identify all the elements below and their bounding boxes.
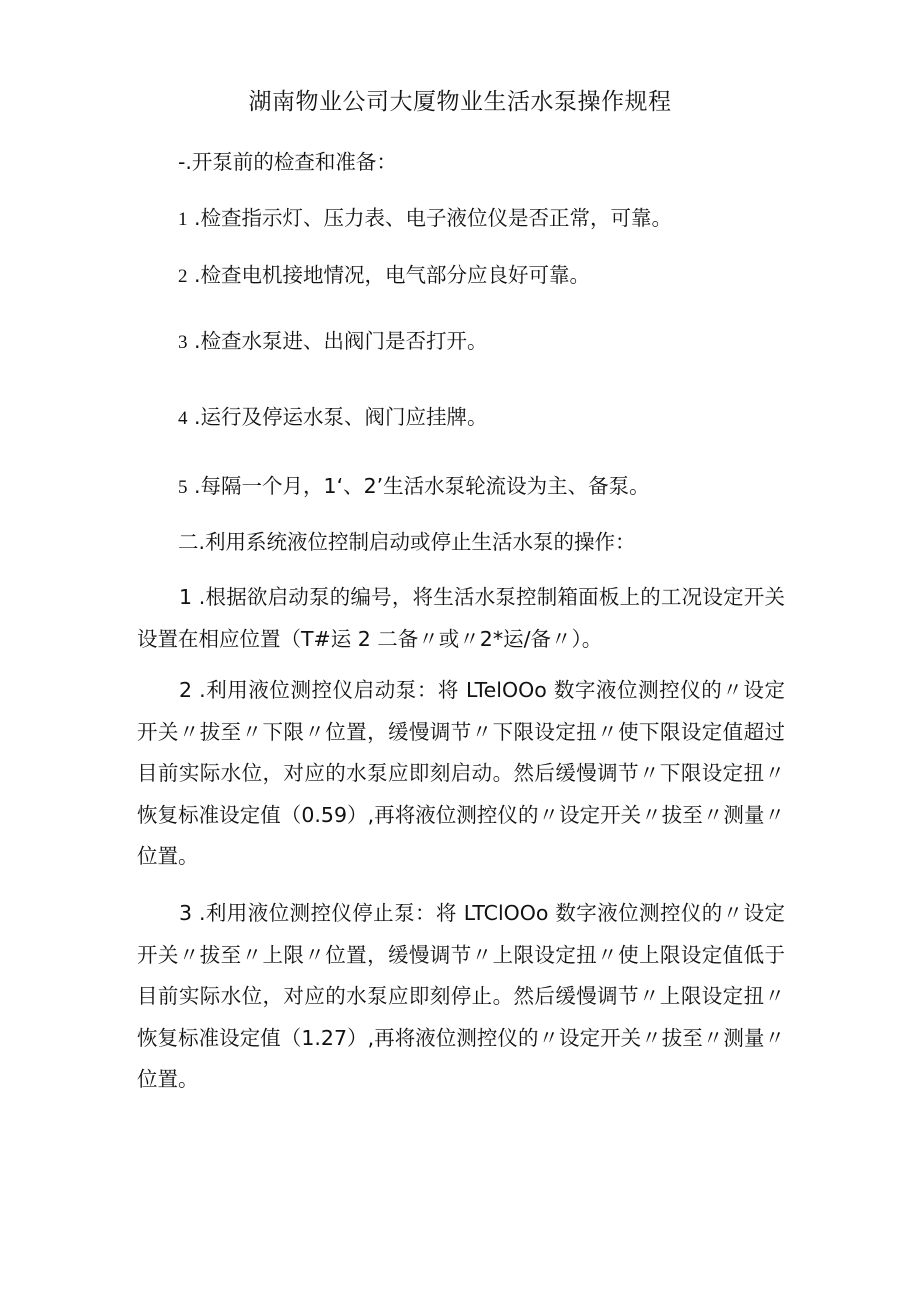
item-text: .检查水泵进、出阀门是否打开。 (194, 329, 488, 353)
checklist-item-2 (178, 259, 590, 293)
checklist-item-4 (178, 401, 488, 435)
item-number: 3 (178, 332, 188, 353)
item-text: .每隔一个月，1‘、2’生活水泵轮流设为主、备泵。 (194, 474, 650, 498)
item-text: .检查指示灯、压力表、电子液位仪是否正常，可靠。 (194, 206, 673, 230)
item-number: 5 (178, 477, 188, 498)
item-number: 1 (178, 209, 188, 230)
page-title: 湖南物业公司大厦物业生活水泵操作规程 (248, 89, 672, 115)
procedure-paragraph-2: 2 .利用液位测控仪启动泵：将 LTelOOo 数字液位测控仪的〃设定开关〃拔至〃下限〃位置，缓慢调节〃下限设定扭〃使下限设定值超过目前实际水位，对应的水泵应即刻启动。然后缓慢调节〃下限设定扭〃恢复标准设定值（0.59）,再将液位测控仪的〃设定开关〃拔至〃测量〃位置。 (137, 678, 785, 868)
item-number: 2 (178, 266, 188, 287)
section-2-heading: 二.利用系统液位控制启动或停止生活水泵的操作： (178, 530, 636, 554)
procedure-paragraph-3: 3 .利用液位测控仪停止泵：将 LTClOOo 数字液位测控仪的〃设定开关〃拔至〃上限〃位置，缓慢调节〃上限设定扭〃使上限设定值低于目前实际水位，对应的水泵应即刻停止。然后缓慢调节〃上限设定扭〃恢复标准设定值（1.27）,再将液位测控仪的〃设定开关〃拔至〃测量〃位置。 (137, 901, 785, 1091)
checklist-item-5 (178, 470, 650, 504)
item-text: .运行及停运水泵、阀门应挂牌。 (194, 405, 488, 429)
section-1-heading: -.开泵前的检查和准备： (178, 150, 397, 174)
checklist-item-1 (178, 202, 672, 236)
procedure-paragraph-1: 1 .根据欲启动泵的编号，将生活水泵控制箱面板上的工况设定开关设置在相应位置（T#运 2 二备〃或〃2*运/备〃）。 (137, 585, 785, 651)
item-text: .检查电机接地情况，电气部分应良好可靠。 (194, 263, 591, 287)
checklist-item-3 (178, 325, 488, 359)
item-number: 4 (178, 408, 188, 429)
